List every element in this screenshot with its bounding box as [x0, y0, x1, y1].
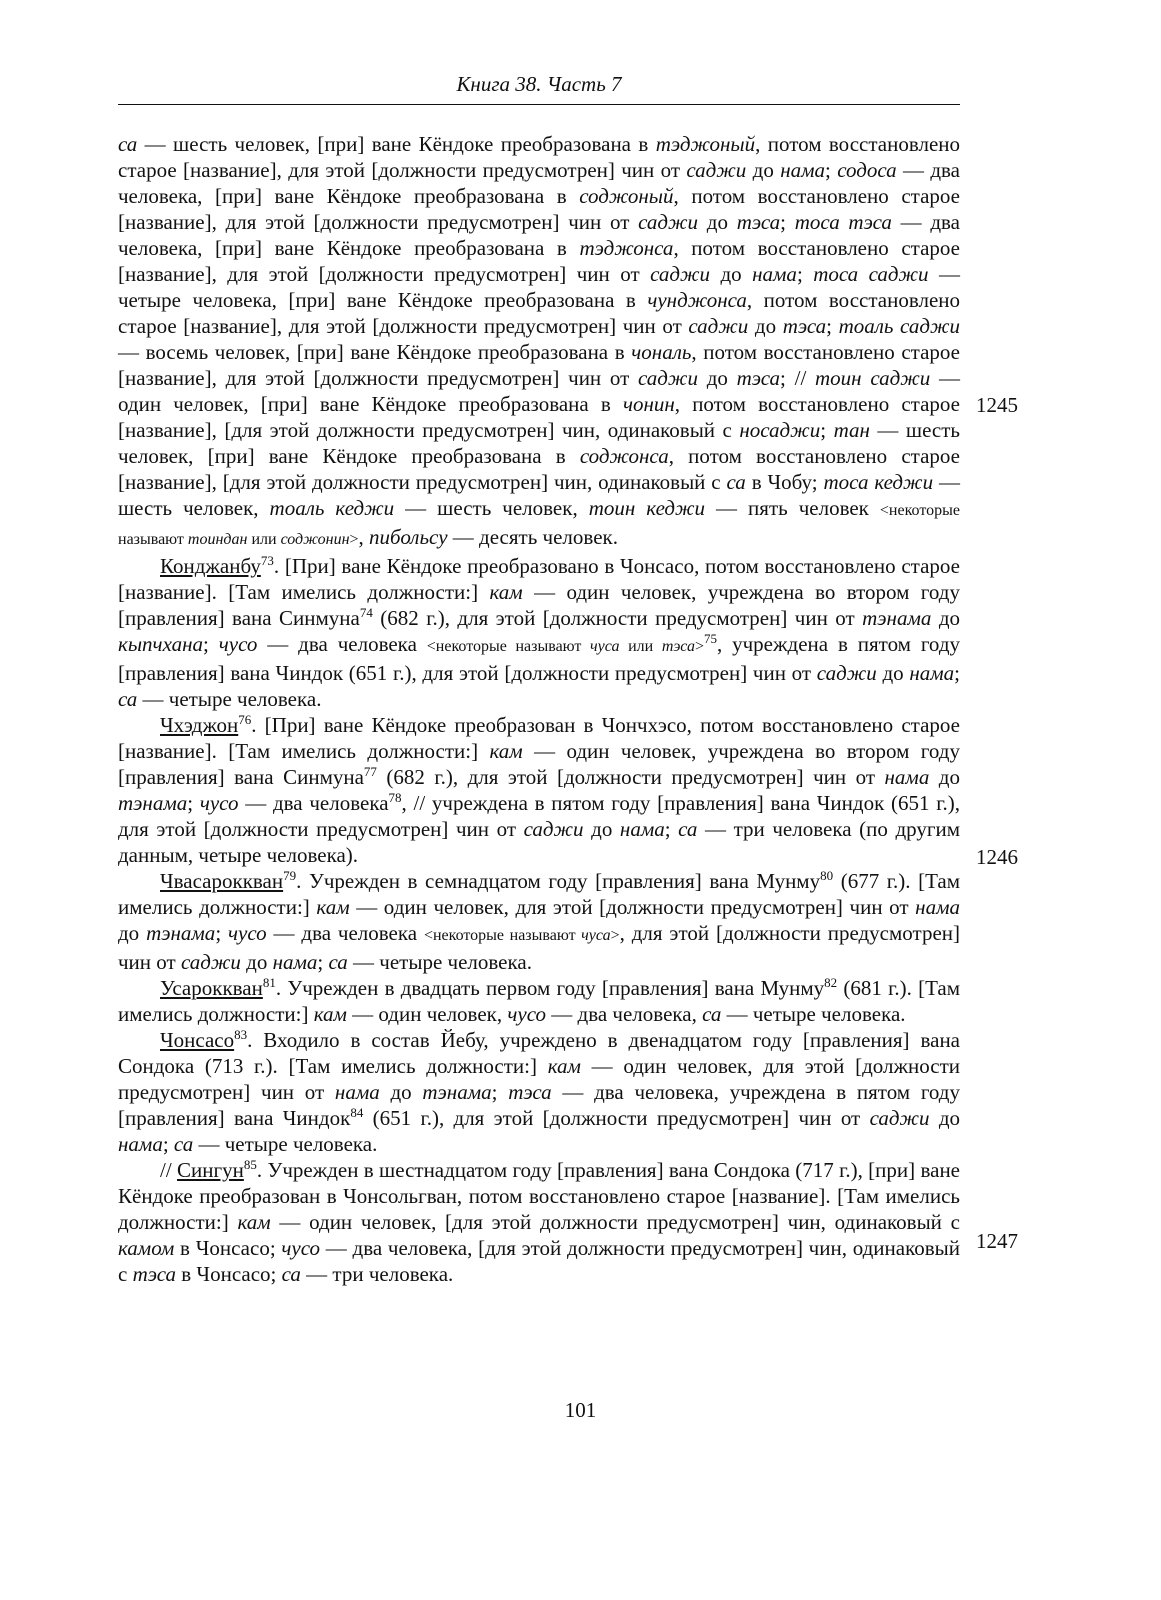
running-header: Книга 38. Часть 7 [456, 72, 622, 96]
footnote-ref: 74 [359, 605, 373, 620]
text-run: — четыре человека. [347, 950, 532, 974]
footnote-ref: 81 [262, 975, 276, 990]
text-run: ; [187, 791, 200, 815]
footnote-ref: 73 [260, 553, 274, 568]
term: саджи [686, 158, 747, 182]
text-run: — один человек, [346, 1002, 508, 1026]
text-run: до [931, 606, 960, 630]
paragraph-chhejon [118, 712, 960, 868]
text-run: (682 г.), для этой [должности предусмотрен] чин от [372, 606, 863, 630]
term: тэнама [146, 921, 216, 945]
text-run: . [При] ване Кёндоке преобразован в Чончхэсо, потом восстановлено старое [название]. [Там имелись должности:] [118, 713, 960, 763]
term: тоаль кеджи [269, 496, 395, 520]
text-run: — шесть человек, [при] ване Кёндоке преобразована в [118, 418, 960, 468]
term: нама [334, 1080, 380, 1104]
term: кам [489, 739, 523, 763]
text-run: в Чонсасо; [174, 1236, 282, 1260]
term: са [173, 1132, 194, 1156]
text-run: > [349, 531, 359, 548]
footnote-ref: 75 [703, 631, 717, 646]
text-run: ; [215, 921, 229, 945]
text-run: // [160, 1158, 178, 1182]
term: чуса [590, 638, 620, 655]
text-run: ; [825, 158, 838, 182]
term: тэса [736, 366, 781, 390]
text-run: — четыре человека. [193, 1132, 378, 1156]
term: саджи [180, 950, 241, 974]
text-run: (651 г.), для этой [должности предусмотрен] чин от [363, 1106, 870, 1130]
term: чонин [622, 392, 675, 416]
text-run: . [При] ване Кёндоке преобразовано в Чонсасо, потом восстановлено старое [название]. [Там имелись должности:] [118, 554, 960, 604]
paragraph-usarokkvan [118, 975, 960, 1027]
text-run: <некоторые называют [426, 638, 591, 655]
term: саджи [816, 661, 877, 685]
footnote-ref: 82 [824, 975, 838, 990]
text-run: до [583, 817, 620, 841]
text-run: — два человека, [при] ване Кёндоке преобразована в [118, 158, 960, 208]
term: соджоный [579, 184, 674, 208]
text-run: ; [203, 632, 219, 656]
term: кам [489, 580, 523, 604]
text-run: . Учрежден в шестнадцатом году [правления] вана Сондока (717 г.), [при] ване Кёндоке преобразован в Чонсольгван, потом восстановлено старое [название]. [Там имелись должности:] [118, 1158, 960, 1234]
term: нама [752, 262, 797, 286]
text-run: до [929, 1106, 961, 1130]
text-run: , для этой [должности предусмотрен] чин от [118, 921, 960, 974]
text-run: — два человека, [для этой должности предусмотрен] чин, одинаковый с [118, 1236, 960, 1286]
term: тан [833, 418, 870, 442]
text-run: — десять человек. [447, 525, 618, 549]
term: нама [884, 765, 930, 789]
footnote-ref: 83 [234, 1027, 248, 1042]
term: содоса [837, 158, 897, 182]
text-run: > [610, 927, 620, 944]
entry-heading: Чонсасо [160, 1028, 235, 1052]
term: саджи [638, 210, 699, 234]
text-run: , потом восстановлено старое [название], [для этой должности предусмотрен] чин, одинаковый с [118, 392, 961, 442]
term: нама [619, 817, 665, 841]
text-run: — четыре человека, [при] ване Кёндоке преобразована в [118, 262, 961, 312]
term: соджонин [280, 531, 350, 548]
text-run: . Учрежден в семнадцатом году [правления] вана Мунму [296, 869, 821, 893]
text-run: ; [162, 1132, 174, 1156]
term: са [726, 470, 746, 494]
term: тэджонса [579, 236, 674, 260]
term: чусо [199, 791, 239, 815]
text-run: > [694, 638, 704, 655]
main-text [118, 131, 960, 1287]
paragraph-chvasarokkvan [118, 868, 960, 975]
text-run: до [929, 765, 960, 789]
small-note [424, 927, 620, 944]
text-run: ; [780, 210, 795, 234]
text-run: ; [820, 418, 834, 442]
term: тэнама [118, 791, 188, 815]
text-run: , [358, 525, 370, 549]
text-run: — один человек, для этой [должности предусмотрен] чин от [118, 1054, 960, 1104]
text-run: — два человека [257, 632, 427, 656]
term: камом [118, 1236, 175, 1260]
text-run: — шесть человек, [118, 470, 960, 520]
term: тэнама [862, 606, 932, 630]
term: чональ [631, 340, 692, 364]
text-run: до [876, 661, 910, 685]
text-run: в Чобу; [745, 470, 824, 494]
term: са [328, 950, 348, 974]
entry-heading: Чхэджон [160, 713, 239, 737]
text-run: ; [664, 817, 679, 841]
text-run: (681 г.). [Там имелись должности:] [118, 976, 960, 1026]
text-run: — два человека [238, 791, 389, 815]
text-run: до [698, 210, 737, 234]
footnote-ref: 77 [363, 764, 377, 779]
term: саджи [650, 262, 711, 286]
paragraph-chonsaso [118, 1027, 960, 1157]
paragraph-singun [118, 1157, 960, 1287]
term: тэса [782, 314, 827, 338]
text-run: до [379, 1080, 423, 1104]
term: нама [780, 158, 826, 182]
text-run: до [746, 158, 781, 182]
term: саджи [638, 366, 698, 390]
term: кам [237, 1210, 271, 1234]
margin-marker: 1245 [976, 393, 1018, 417]
entry-heading: Чвасароккван [160, 869, 284, 893]
term: са [118, 132, 138, 156]
text-run: до [748, 314, 783, 338]
term: соджонса [579, 444, 669, 468]
footnote-ref: 79 [283, 868, 297, 883]
text-run: — четыре человека. [721, 1002, 906, 1026]
header-rule [118, 104, 960, 105]
term: нама [915, 895, 960, 919]
text-run: — шесть человек, [394, 496, 589, 520]
text-run: — один человек, учреждена во втором году [правления] вана Синмуна [118, 580, 960, 630]
term: кам [547, 1054, 581, 1078]
term: тэса [661, 638, 695, 655]
text-run: — восемь человек, [при] ване Кёндоке преобразована в [118, 340, 632, 364]
term: тоин кеджи [588, 496, 706, 520]
text-run: , потом восстановлено старое [название], для этой [должности предусмотрен] чин от [118, 236, 960, 286]
term: чунджонса [647, 288, 747, 312]
text-run: или [247, 531, 281, 548]
footnote-ref: 78 [388, 790, 402, 805]
text-run: , потом восстановлено старое [название], для этой [должности предусмотрен] чин от [118, 132, 961, 182]
text-run: (677 г.). [Там имелись должности:] [118, 869, 961, 919]
term: тоса кеджи [823, 470, 934, 494]
page-number: 101 [564, 1398, 597, 1422]
text-run: (682 г.), для этой [должности предусмотрен] чин от [376, 765, 885, 789]
paragraph-1 [118, 131, 960, 553]
text-run: ; [317, 950, 329, 974]
small-note [427, 638, 704, 655]
text-run: в Чонсасо; [176, 1262, 282, 1286]
term: нама [118, 1132, 163, 1156]
text-run: до [240, 950, 273, 974]
text-run: ; [954, 661, 961, 685]
term: саджи [869, 1106, 930, 1130]
term: тэса [736, 210, 781, 234]
term: са [702, 1002, 722, 1026]
text-run: — один человек, для этой [должности предусмотрен] чин от [349, 895, 916, 919]
text-run: — один человек, учреждена во втором году [правления] вана Синмуна [118, 739, 960, 789]
term: саджи [523, 817, 584, 841]
term: нама [272, 950, 318, 974]
margin-marker: 1246 [976, 845, 1018, 869]
term: са [118, 687, 138, 711]
text-run: или [619, 638, 662, 655]
text-run: до [118, 921, 147, 945]
text-run: , // учреждена в пятом году [правления] вана Чиндок (651 г.), для этой [должности предусмотрен] чин от [118, 791, 960, 841]
term: тоса саджи [813, 262, 929, 286]
term: са [281, 1262, 301, 1286]
term: тэса [132, 1262, 177, 1286]
term: тоаль саджи [838, 314, 960, 338]
text-run: ; // [780, 366, 816, 390]
text-run: — два человека [266, 921, 424, 945]
term: саджи [688, 314, 749, 338]
term: кам [313, 1002, 347, 1026]
text-run: , потом восстановлено старое [название], для этой [должности предусмотрен] чин от [118, 340, 961, 390]
term: тоса тэса [794, 210, 892, 234]
footnote-ref: 84 [350, 1105, 364, 1120]
text-run: <некоторые называют [118, 502, 960, 548]
term: чусо [228, 921, 267, 945]
term: чуса [581, 927, 611, 944]
footnote-ref: 85 [243, 1157, 257, 1172]
term: кыпчхана [118, 632, 204, 656]
term: чусо [507, 1002, 547, 1026]
text-run: — два человека, [при] ване Кёндоке преобразована в [118, 210, 960, 260]
text-run: — один человек, [для этой должности предусмотрен] чин, одинаковый с [270, 1210, 960, 1234]
term: са [678, 817, 698, 841]
text-run: <некоторые называют [423, 927, 582, 944]
text-run: — три человека (по другим данным, четыре человека). [118, 817, 960, 867]
term: тоин саджи [815, 366, 931, 390]
margin-marker: 1247 [976, 1229, 1018, 1253]
text-run: , потом восстановлено старое [название], [для этой должности предусмотрен] чин, одинаковый с [118, 444, 960, 494]
text-run: — один человек, [при] ване Кёндоке преобразована в [118, 366, 960, 416]
entry-heading: Конджанбу [160, 554, 261, 578]
text-run: — шесть человек, [при] ване Кёндоке преобразована в [137, 132, 656, 156]
term: носаджи [739, 418, 821, 442]
text-run: до [710, 262, 753, 286]
text-run: ; [826, 314, 839, 338]
text-run: — четыре человека. [137, 687, 322, 711]
text-run: ; [491, 1080, 509, 1104]
text-run: ; [796, 262, 814, 286]
term: тэнама [422, 1080, 492, 1104]
text-run: — два человека, учреждена в пятом году [правления] вана Чиндок [118, 1080, 960, 1130]
text-run: , потом восстановлено старое [название], для этой [должности предусмотрен] чин от [118, 184, 960, 234]
footnote-ref: 76 [238, 712, 252, 727]
term: кам [316, 895, 350, 919]
footnote-ref: 80 [820, 868, 834, 883]
text-run: . Входило в состав Йебу, учреждено в двенадцатом году [правления] вана Сондока (713 г.). [Там имелись должности:] [118, 1028, 960, 1078]
text-run: — три человека. [300, 1262, 454, 1286]
term: тоиндан [187, 531, 248, 548]
term: пибольсу [369, 525, 448, 549]
text-run: до [697, 366, 737, 390]
text-run: , учреждена в пятом году [правления] вана Чиндок (651 г.), для этой [должности предусмотрен] чин от [118, 632, 961, 685]
text-run: . Учрежден в двадцать первом году [правления] вана Мунму [275, 976, 825, 1000]
entry-heading: Усароккван [160, 976, 263, 1000]
term: тэджоный [655, 132, 756, 156]
paragraph-konjanbu [118, 553, 960, 712]
entry-heading: Сингун [177, 1158, 244, 1182]
term: чусо [218, 632, 258, 656]
term: нама [909, 661, 955, 685]
term: чусо [281, 1236, 321, 1260]
text-run: , потом восстановлено старое [название], для этой [должности предусмотрен] чин от [118, 288, 961, 338]
text-run: — два человека, [546, 1002, 703, 1026]
term: тэса [508, 1080, 552, 1104]
text-run: — пять человек [705, 496, 880, 520]
